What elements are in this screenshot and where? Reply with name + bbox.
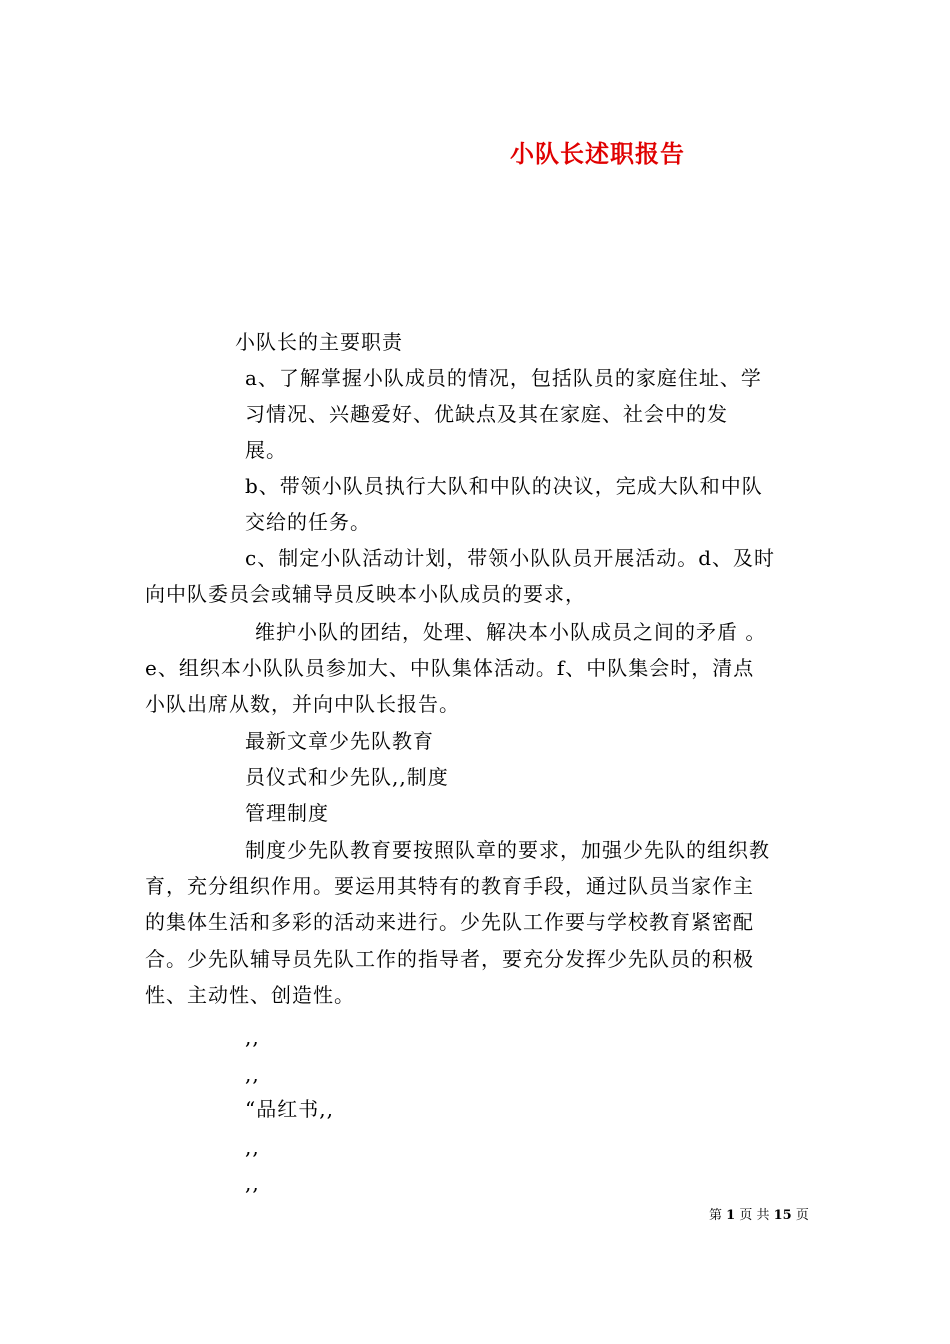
document-title: 小队长述职报告 (510, 139, 685, 168)
text-line: ,, (245, 1171, 260, 1195)
page-footer (709, 1204, 809, 1223)
text-line: 小队出席从数，并向中队长报告。 (145, 692, 460, 716)
footer-total-pages: 15 (773, 1208, 792, 1223)
text-line: e、组织本小队队员参加大、中队集体活动。f、中队集会时，清点 (145, 656, 755, 680)
text-line: ,, (245, 1025, 260, 1049)
text-line: 管理制度 (245, 801, 329, 825)
text-line: b、带领小队员执行大队和中队的决议，完成大队和中队 (245, 474, 763, 498)
text-line: 性、主动性、创造性。 (145, 983, 355, 1007)
text-line: “品红书,, (245, 1097, 334, 1121)
footer-prefix: 第 (709, 1208, 723, 1223)
text-line: 习情况、兴趣爱好、优缺点及其在家庭、社会中的发 (245, 402, 728, 426)
text-line: 员仪式和少先队,,制度 (245, 765, 449, 789)
footer-page-number: 1 (726, 1208, 736, 1223)
text-line: 最新文章少先队教育 (245, 729, 434, 753)
text-line: 的集体生活和多彩的活动来进行。少先队工作要与学校教育紧密配 (145, 910, 754, 934)
text-line: 育，充分组织作用。要运用其特有的教育手段，通过队员当家作主 (145, 874, 754, 898)
text-line: a、了解掌握小队成员的情况，包括队员的家庭住址、学 (245, 366, 762, 390)
text-line: 维护小队的团结，处理、解决本小队成员之间的矛盾 。 (255, 620, 767, 644)
footer-suffix: 页 (795, 1208, 809, 1223)
text-line: 展。 (245, 438, 287, 462)
text-line: 交给的任务。 (245, 510, 371, 534)
footer-middle: 页 共 (739, 1208, 770, 1223)
text-line: 小队长的主要职责 (235, 330, 403, 354)
text-line: 制度少先队教育要按照队章的要求，加强少先队的组织教 (245, 838, 770, 862)
text-line: ,, (245, 1135, 260, 1159)
text-line: 向中队委员会或辅导员反映本小队成员的要求， (145, 582, 586, 606)
text-line: c、制定小队活动计划，带领小队队员开展活动。d、及时 (245, 546, 776, 570)
text-line: ,, (245, 1062, 260, 1086)
text-line: 合。少先队辅导员先队工作的指导者，要充分发挥少先队员的积极 (145, 947, 754, 971)
